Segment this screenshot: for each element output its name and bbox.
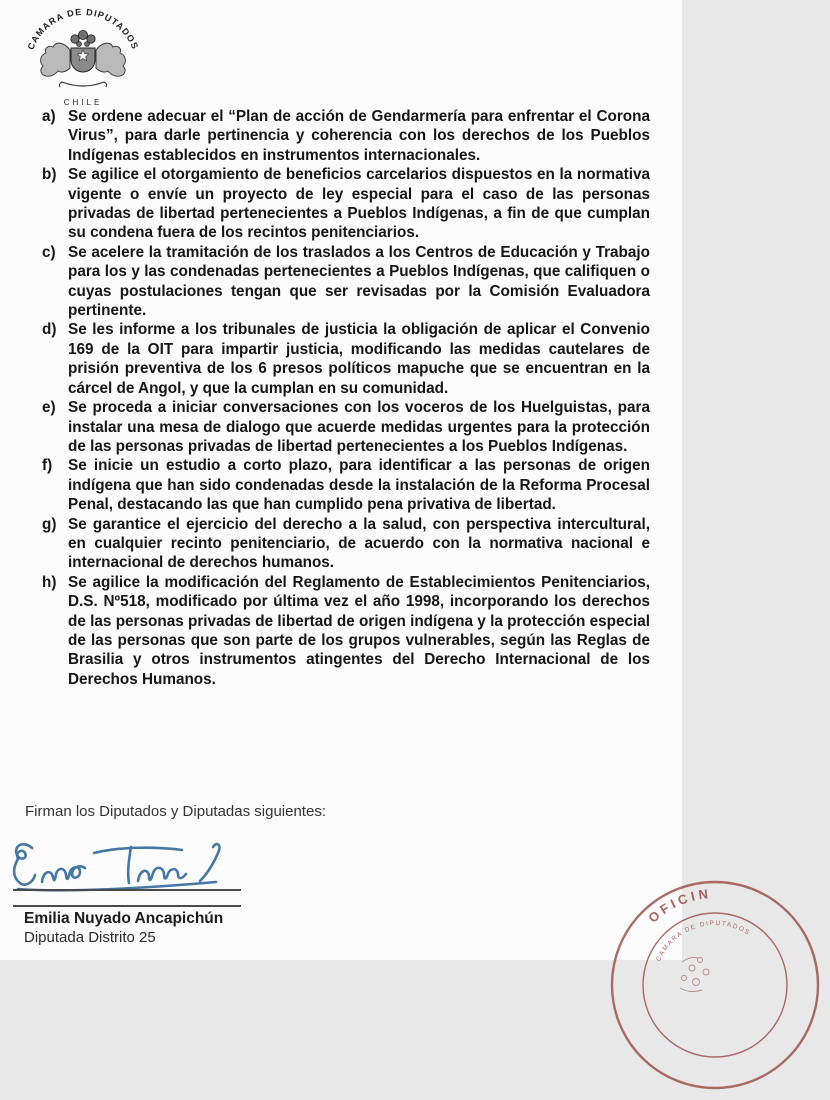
stamp-arc-text: OFICIN xyxy=(645,885,713,926)
item-text: Se les informe a los tribunales de justicia la obligación de aplicar el Convenio 169 de la OIT para impartir justicia, modificando las medidas cautelares de prisión preventiva de los 6 presos políticos mapuche que se encuentran en la cárcel de Angol, y que la cumplan en su comunidad. xyxy=(68,321,650,397)
list-item xyxy=(42,573,650,689)
item-letter: g) xyxy=(42,515,57,533)
item-text: Se proceda a iniciar conversaciones con los voceros de los Huelguistas, para instalar una mesa de dialogo que acuerde medidas urgentes para la protección de las personas privadas de libertad pertenecientes a los Pueblos Indígenas. xyxy=(68,399,650,455)
item-text: Se ordene adecuar el “Plan de acción de Gendarmería para enfrentar el Corona Virus”, para darle pertinencia y coherencia con los derechos de los Pueblos Indígenas establecidos en instrumentos internacionales. xyxy=(68,108,650,164)
closing-line: Firman los Diputados y Diputadas siguientes: xyxy=(25,803,326,820)
item-letter: a) xyxy=(42,108,56,125)
right-supporter xyxy=(96,43,125,76)
item-letter: c) xyxy=(42,243,56,261)
stamp-inner-arc-text: CAMARA DE DIPUTADOS xyxy=(655,919,752,963)
camara-de-diputados-crest-icon xyxy=(20,4,146,110)
item-text: Se agilice la modificación del Reglamento de Establecimientos Penitenciarios, D.S. Nº518, modificado por última vez el año 1998, incorporando los derechos de las personas privadas de libertad de origen indígena y la protección especial de las personas que son parte de los grupos vulnerables, según las Reglas de Brasilia y otros instrumentos atingentes del Derecho Internacional de los Derechos Humanos. xyxy=(68,573,650,688)
left-supporter xyxy=(41,43,70,76)
list-item xyxy=(42,515,650,573)
list-item xyxy=(42,456,650,514)
svg-text:OFICIN xyxy=(645,886,712,926)
signatory-name: Emilia Nuyado Ancapichún xyxy=(24,910,224,927)
signature-rule-line-2 xyxy=(13,905,241,907)
item-text: Se acelere la tramitación de los traslados a los Centros de Educación y Trabajo para los y las condenadas pertenecientes a Pueblos Indígenas, que califiquen o cuyas postulaciones tengan que ser revisadas por la Comisión Evaluadora pertinente. xyxy=(68,243,650,320)
letterhead-country: CHILE xyxy=(63,98,103,107)
signature-icon xyxy=(10,838,250,896)
document-body xyxy=(42,107,650,689)
item-letter: b) xyxy=(42,166,57,184)
list-item xyxy=(42,398,650,456)
item-letter: e) xyxy=(42,399,56,417)
item-text: Se inicie un estudio a corto plazo, para identificar a las personas de origen indígena que han sido condenadas desde la instalación de la Reforma Procesal Penal, destacando las que han cumplido pena privativa de libertad. xyxy=(68,457,650,514)
item-letter: h) xyxy=(42,573,57,591)
list-item xyxy=(42,165,650,243)
signatory-title: Diputada Distrito 25 xyxy=(24,929,156,946)
item-text: Se garantice el ejercicio del derecho a la salud, con perspectiva intercultural, en cualquier recinto penitenciario, de acuerdo con la normativa nacional e internacional de derechos humanos. xyxy=(68,515,650,572)
office-stamp-icon xyxy=(600,870,830,1100)
item-text: Se agilice el otorgamiento de beneficios carcelarios dispuestos en la normativa vigente o envíe un proyecto de ley especial para el caso de las personas privadas de libertad pertenecientes a Pueblos Indígenas, a fin de que cumplan su condena fuera de los recintos penitenciarios. xyxy=(68,166,650,242)
letterhead-arc-text: CAMARA DE DIPUTADOS xyxy=(25,6,141,52)
list-item xyxy=(42,107,650,165)
list-item xyxy=(42,320,650,398)
svg-text:CAMARA DE DIPUTADOS xyxy=(655,920,751,963)
item-letter: f) xyxy=(42,457,53,475)
item-letter: d) xyxy=(42,321,57,339)
petition-list xyxy=(42,107,650,689)
crest-plumes xyxy=(71,30,95,46)
svg-text:CAMARA DE DIPUTADOS xyxy=(26,7,141,51)
signature-rule-line xyxy=(13,889,241,891)
list-item xyxy=(42,243,650,321)
scroll xyxy=(62,82,104,86)
stamp-emblem xyxy=(680,958,709,992)
